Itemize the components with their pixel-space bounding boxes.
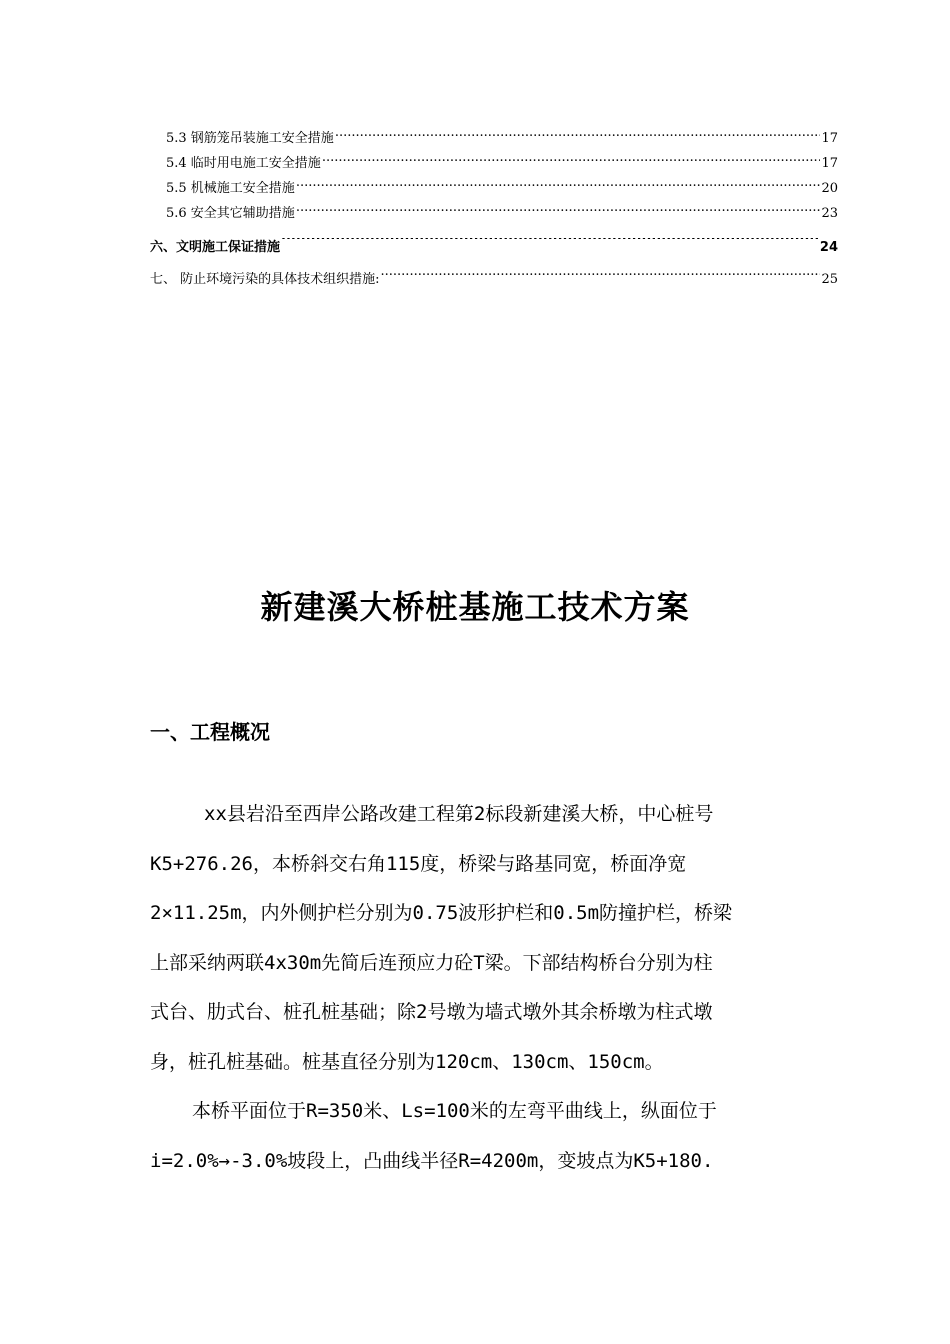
- toc-entry-label: 5.5 机械施工安全措施: [166, 181, 295, 196]
- paragraph-line: 式台、肋式台、桩孔桩基础；除2号墩为墙式墩外其余桥墩为柱式墩: [150, 1001, 713, 1023]
- toc-entry-page: 25: [821, 272, 838, 287]
- toc-entry-page: 24: [819, 240, 838, 255]
- toc-entry-page: 17: [821, 156, 838, 171]
- toc-leader-dots: [281, 238, 819, 251]
- paragraph-line: xx县岩沿至西岸公路改建工程第2标段新建溪大桥，中心桩号: [204, 803, 714, 825]
- toc-entry-page: 20: [821, 181, 838, 196]
- toc-entry-5-4[interactable]: [150, 151, 838, 176]
- toc-entry-label: 5.3 钢筋笼吊装施工安全措施: [166, 131, 334, 146]
- body-paragraphs: [150, 790, 840, 1186]
- toc-leader-dots: [322, 154, 821, 167]
- toc-entry-label: 5.4 临时用电施工安全措施: [166, 156, 321, 171]
- toc-entry-label: 5.6 安全其它辅助措施: [166, 206, 295, 221]
- toc-entry-section-6[interactable]: [150, 230, 838, 266]
- paragraph-line: K5+276.26，本桥斜交右角115度，桥梁与路基同宽，桥面净宽: [150, 852, 687, 875]
- paragraph-line: i=2.0%→-3.0%坡段上，凸曲线半径R=4200m，变坡点为K5+180.: [150, 1149, 714, 1172]
- toc-entry-5-5[interactable]: [150, 176, 838, 201]
- section-heading: 一、工程概况: [150, 720, 270, 744]
- table-of-contents: [150, 126, 838, 294]
- toc-entry-section-7[interactable]: [150, 266, 838, 294]
- toc-leader-dots: [335, 129, 821, 142]
- paragraph-line: 上部采纳两联4x30m先简后连预应力砼T梁。下部结构桥台分别为柱: [150, 951, 713, 974]
- toc-entry-5-6[interactable]: [150, 201, 838, 226]
- toc-entry-page: 23: [821, 206, 838, 221]
- paragraph-line: 2×11.25m，内外侧护栏分别为0.75波形护栏和0.5m防撞护栏，桥梁: [150, 902, 733, 924]
- document-title: 新建溪大桥桩基施工技术方案: [260, 588, 690, 626]
- toc-entry-label: 六、文明施工保证措施: [150, 240, 281, 255]
- toc-entry-label: 七、 防止环境污染的具体技术组织措施:: [150, 272, 380, 287]
- paragraph-line: 身，桩孔桩基础。桩基直径分别为120cm、130cm、150cm。: [150, 1050, 664, 1073]
- paragraph-line: 本桥平面位于R=350米、Ls=100米的左弯平曲线上，纵面位于: [192, 1100, 717, 1122]
- toc-leader-dots: [296, 179, 821, 192]
- toc-leader-dots: [381, 270, 821, 283]
- toc-leader-dots: [296, 204, 821, 217]
- toc-entry-5-3[interactable]: [150, 126, 838, 151]
- toc-entry-page: 17: [821, 131, 838, 146]
